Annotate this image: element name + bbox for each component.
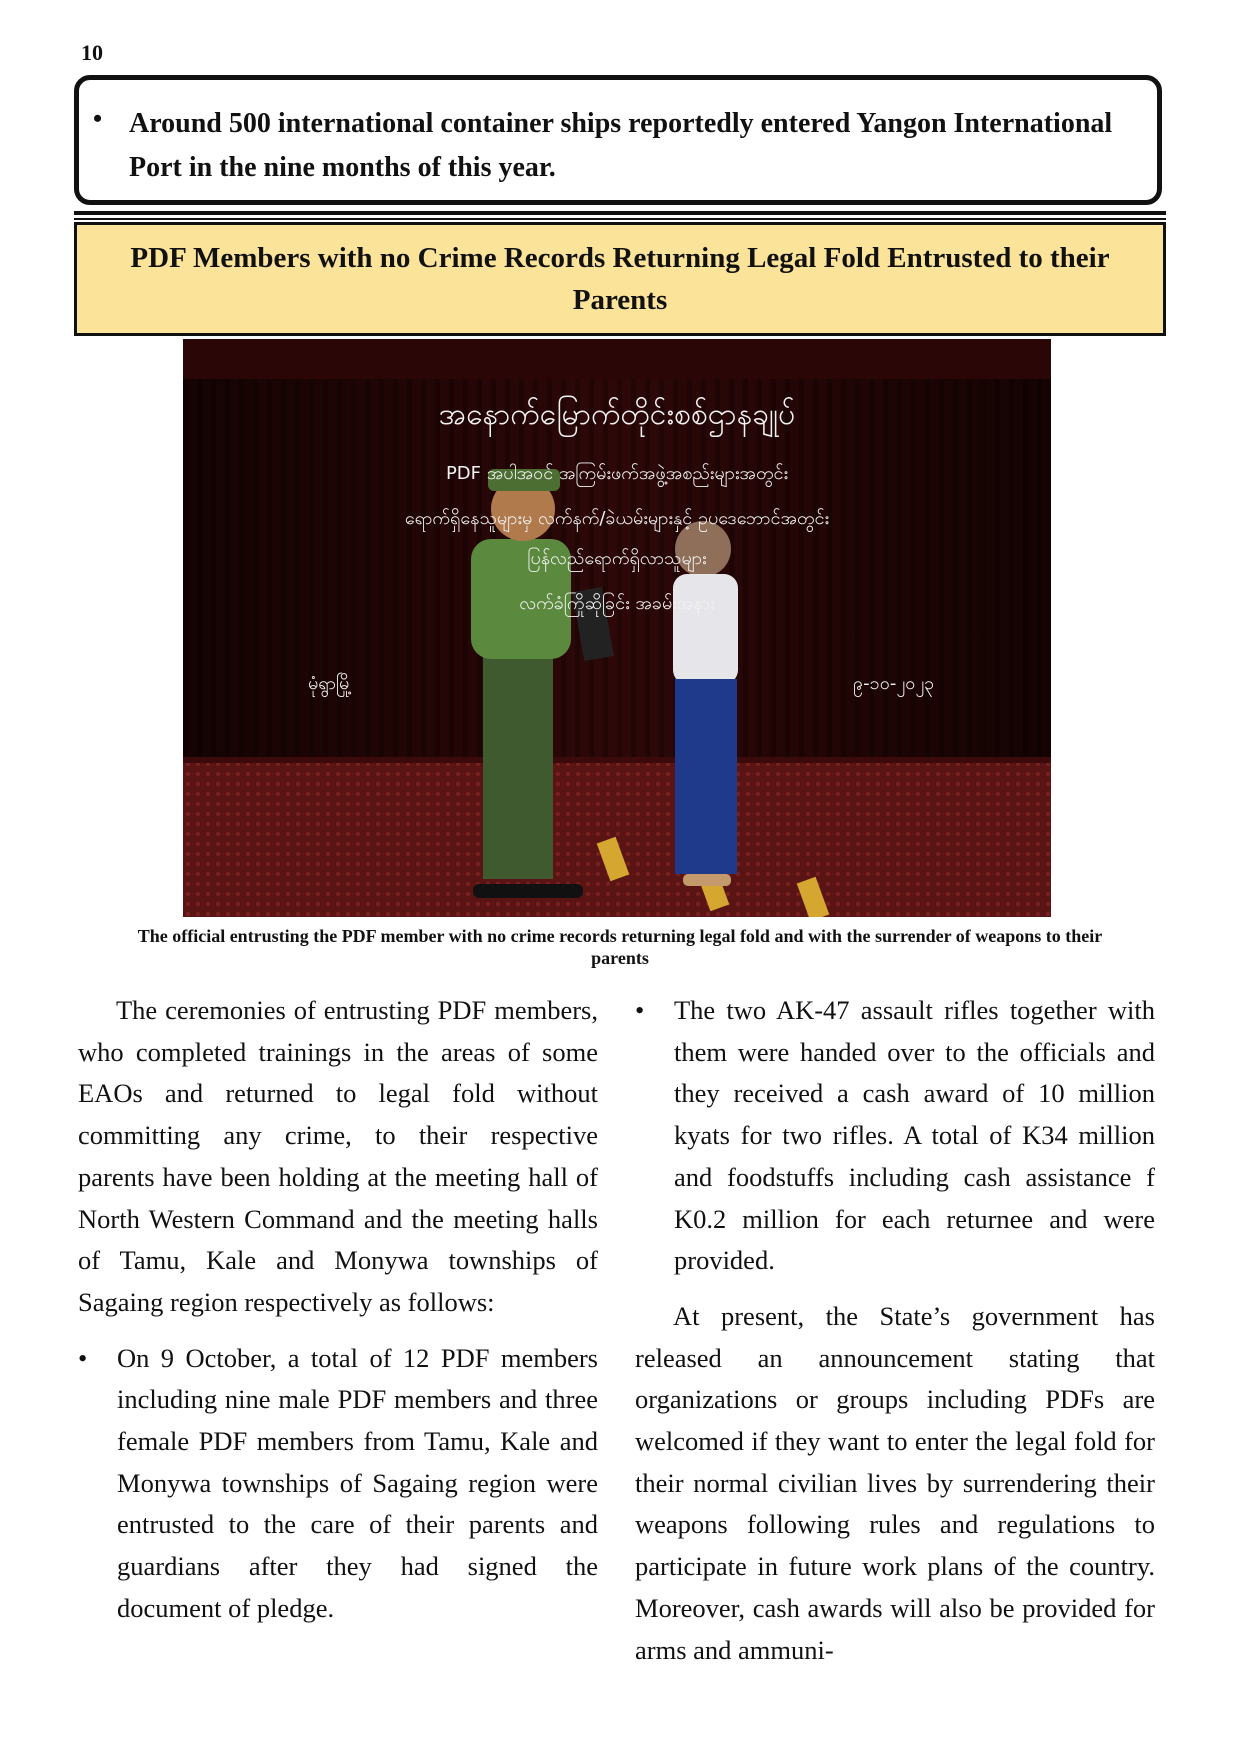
highlight-box: [74, 75, 1162, 205]
banner-place: မုံရွာမြို့: [308, 673, 353, 694]
left-column: [78, 990, 598, 1630]
list-item: • On 9 October, a total of 12 PDF members including nine male PDF members and three female PDF members from Tamu, Kale and Monywa townships of Sagaing region were entrusted to the care of their parents and guardians after they had signed the document of pledge.: [78, 1338, 598, 1630]
divider: [74, 211, 1166, 215]
banner-text-1: အနောက်မြောက်တိုင်းစစ်ဌာနချုပ်: [438, 397, 796, 432]
bullet-icon: •: [93, 104, 103, 133]
banner-date: ၉-၁၀-၂၀၂၃: [853, 673, 935, 694]
divider: [74, 218, 1166, 220]
banner-text-4: ပြန်လည်ရောက်ရှိလာသူများ: [527, 548, 707, 569]
body-paragraph: At present, the State’s government has released an announcement stating that organizations or groups including PDFs are welcomed if they want to enter the legal fold for their normal civilian lives by surrendering their weapons following rules and regulations to participate in future work plans of the country. Moreover, cash awards will also be provided for arms and ammuni-: [635, 1300, 1155, 1665]
right-column: [635, 990, 1155, 1671]
article-photo: [183, 339, 1051, 917]
banner-text-5: လက်ခံကြိုဆိုခြင်း အခမ်းအနား: [519, 593, 715, 614]
banner-text-2: PDF အပါအဝင် အကြမ်းဖက်အဖွဲ့အစည်းများအတွင်း: [445, 463, 789, 484]
highlight-text: Around 500 international container ships reportedly entered Yangon International Port in the nine months of this year.: [129, 108, 1113, 183]
banner-text-3: ရောက်ရှိနေသူများမှ လက်နက်/ခဲယမ်းများနှင့် ဥပဒေဘောင်အတွင်း: [404, 508, 830, 529]
photo-caption: The official entrusting the PDF member with no crime records returning legal fold and with the surrender of weapons to their parents: [137, 926, 1103, 968]
article-headline: PDF Members with no Crime Records Returning Legal Fold Entrusted to their Parents: [74, 222, 1166, 336]
page-number: 10: [81, 40, 103, 65]
list-item: • The two AK-47 assault rifles together with them were handed over to the officials and they received a cash award of 10 million kyats for two rifles. A total of K34 million and foodstuffs including cash assistance f K0.2 million for each returnee and were provided.: [635, 990, 1155, 1282]
intro-paragraph: The ceremonies of entrusting PDF members, who completed trainings in the areas of some EAOs and returned to legal fold without committing any crime, to their respective parents have been holding at the meeting hall of North Western Command and the meeting halls of Tamu, Kale and Monywa townships of Sagaing region respectively as follows:: [78, 995, 598, 1317]
